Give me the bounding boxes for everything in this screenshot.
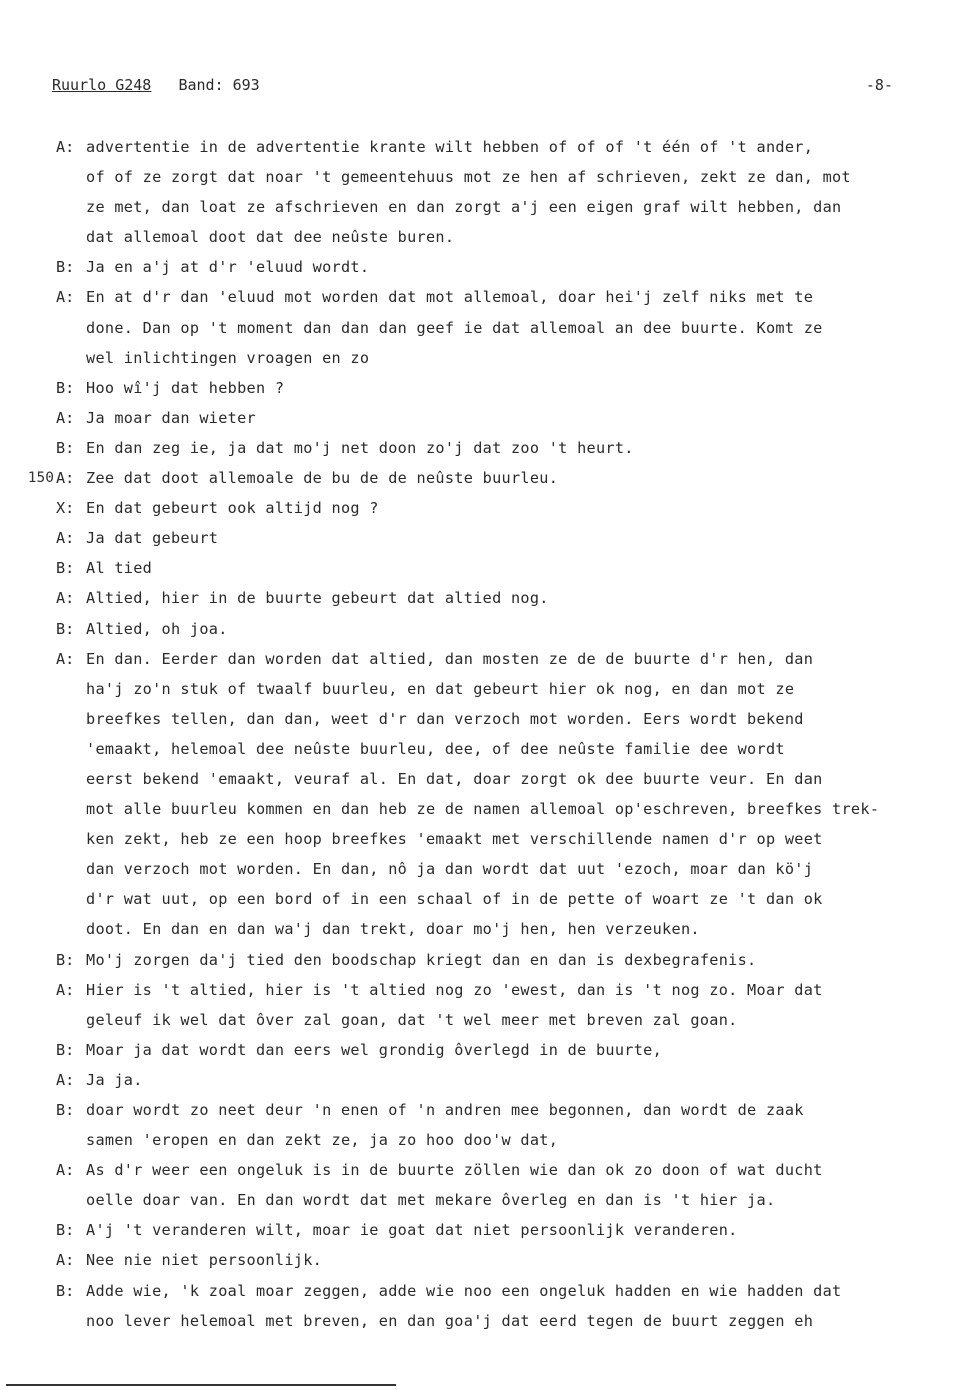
speaker-label: A: — [56, 529, 75, 548]
dialogue-turn — [0, 975, 973, 1035]
speaker-label: A: — [56, 469, 75, 488]
dialogue-turn — [0, 403, 973, 433]
transcript-line: d'r wat uut, op een bord of in een schaal of in de pette of woart ze 't dan ok — [86, 890, 823, 909]
transcript-body — [0, 132, 973, 1336]
transcript-line: dan verzoch mot worden. En dan, nô ja dan wordt dat uut 'ezoch, moar dan kö'j — [86, 860, 814, 879]
dialogue-turn — [0, 433, 973, 463]
speaker-label: A: — [56, 1070, 75, 1089]
header-left — [52, 76, 260, 94]
transcript-line: Hier is 't altied, hier is 't altied nog zo 'ewest, dan is 't nog zo. Moar dat — [86, 980, 823, 999]
speaker-label: A: — [56, 589, 75, 608]
transcript-line: ze met, dan loat ze afschrieven en dan zorgt a'j een eigen graf wilt hebben, dan — [86, 198, 842, 217]
transcript-line: Ja moar dan wieter — [86, 408, 256, 427]
transcript-line: mot alle buurleu kommen en dan heb ze de namen allemoal op'eschreven, breefkes trek- — [86, 800, 880, 819]
speaker-label: A: — [56, 649, 75, 668]
transcript-line: Zee dat doot allemoale de bu de de neûste buurleu. — [86, 469, 559, 488]
transcript-line: doar wordt zo neet deur 'n enen of 'n andren mee begonnen, dan wordt de zaak — [86, 1101, 804, 1119]
transcript-line: ha'j zo'n stuk of twaalf buurleu, en dat gebeurt hier ok nog, en dan mot ze — [86, 679, 795, 698]
band-number: Band: 693 — [178, 76, 260, 94]
location-code: Ruurlo G248 — [52, 76, 152, 94]
transcript-line: Moar ja dat wordt dan eers wel grondig ôverlegd in de buurte, — [86, 1040, 663, 1059]
transcript-line: Ja dat gebeurt — [86, 529, 219, 548]
speaker-label: B: — [56, 1281, 75, 1300]
line-marker: 150 — [27, 470, 54, 487]
dialogue-turn — [0, 493, 973, 523]
transcript-line: Nee nie niet persoonlijk. — [86, 1251, 323, 1270]
speaker-label: A: — [56, 288, 75, 307]
transcript-line: oelle doar van. En dan wordt dat met mekare ôverleg en dan is 't hier ja. — [86, 1191, 776, 1210]
footer-rule — [6, 1384, 396, 1386]
transcript-line: En dan. Eerder dan worden dat altied, dan mosten ze de de buurte d'r hen, dan — [86, 649, 814, 668]
speaker-label: B: — [56, 438, 75, 457]
transcript-line: breefkes tellen, dan dan, weet d'r dan verzoch mot worden. Eers wordt bekend — [86, 709, 804, 728]
speaker-label: B: — [56, 378, 75, 397]
transcript-line: Hoo wî'j dat hebben ? — [86, 378, 285, 397]
speaker-label: B: — [56, 559, 75, 578]
dialogue-turn — [0, 614, 973, 644]
transcript-line: of of ze zorgt dat noar 't gemeentehuus mot ze hen af schrieven, zekt ze dan, mot — [86, 168, 851, 187]
speaker-label: B: — [56, 1101, 75, 1119]
transcript-line: En dan zeg ie, ja dat mo'j net doon zo'j dat zoo 't heurt. — [86, 438, 634, 457]
dialogue-turn — [0, 282, 973, 372]
dialogue-turn — [0, 945, 973, 975]
speaker-label: A: — [56, 138, 75, 156]
transcript-line: En dat gebeurt ook altijd nog ? — [86, 499, 379, 518]
transcript-line: eerst bekend 'emaakt, veuraf al. En dat, doar zorgt ok dee buurte veur. En dan — [86, 769, 823, 788]
speaker-label: A: — [56, 1251, 75, 1270]
dialogue-turn — [0, 1065, 973, 1095]
transcript-line: wel inlichtingen vroagen en zo — [86, 348, 370, 367]
dialogue-turn — [0, 1245, 973, 1275]
dialogue-turn — [0, 463, 973, 493]
transcript-line: Ja ja. — [86, 1070, 143, 1089]
transcript-line: Altied, oh joa. — [86, 619, 228, 638]
transcript-line: done. Dan op 't moment dan dan dan geef ie dat allemoal an dee buurte. Komt ze — [86, 318, 823, 337]
speaker-label: B: — [56, 1221, 75, 1240]
transcript-line: Al tied — [86, 559, 153, 578]
spacer — [160, 76, 169, 94]
dialogue-turn — [0, 1095, 973, 1155]
speaker-label: B: — [56, 1040, 75, 1059]
dialogue-turn — [0, 373, 973, 403]
page-number: -8- — [865, 76, 893, 94]
transcript-line: noo lever helemoal met breven, en dan goa'j dat eerd tegen de buurt zeggen eh — [86, 1311, 814, 1330]
transcript-line: samen 'eropen en dan zekt ze, ja zo hoo doo'w dat, — [86, 1131, 559, 1150]
transcript-line: En at d'r dan 'eluud mot worden dat mot allemoal, doar hei'j zelf niks met te — [86, 288, 814, 307]
transcript-line: ken zekt, heb ze een hoop breefkes 'emaakt met verschillende namen d'r op weet — [86, 830, 823, 849]
dialogue-turn — [0, 1215, 973, 1245]
dialogue-turn — [0, 1276, 973, 1336]
dialogue-turn — [0, 553, 973, 583]
dialogue-turn — [0, 523, 973, 553]
speaker-label: B: — [56, 950, 75, 969]
dialogue-turn — [0, 583, 973, 613]
page-header — [52, 76, 893, 100]
transcript-line: dat allemoal doot dat dee neûste buren. — [86, 228, 455, 247]
transcript-line: advertentie in de advertentie krante wilt hebben of of of 't één of 't ander, — [86, 138, 814, 156]
dialogue-turn — [0, 644, 973, 945]
transcript-line: Mo'j zorgen da'j tied den boodschap kriegt dan en dan is dexbegrafenis. — [86, 950, 757, 969]
dialogue-turn — [0, 132, 973, 252]
dialogue-turn — [0, 252, 973, 282]
speaker-label: A: — [56, 1161, 75, 1180]
transcript-line: Adde wie, 'k zoal moar zeggen, adde wie noo een ongeluk hadden en wie hadden dat — [86, 1281, 842, 1300]
speaker-label: B: — [56, 258, 75, 277]
transcript-line: geleuf ik wel dat ôver zal goan, dat 't wel meer met breven zal goan. — [86, 1010, 738, 1029]
transcript-line: 'emaakt, helemoal dee neûste buurleu, dee, of dee neûste familie dee wordt — [86, 739, 785, 758]
transcript-line: doot. En dan en dan wa'j dan trekt, doar mo'j hen, hen verzeuken. — [86, 920, 700, 939]
transcript-line: Ja en a'j at d'r 'eluud wordt. — [86, 258, 370, 277]
speaker-label: A: — [56, 980, 75, 999]
dialogue-turn — [0, 1155, 973, 1215]
speaker-label: A: — [56, 408, 75, 427]
transcript-line: Altied, hier in de buurte gebeurt dat altied nog. — [86, 589, 549, 608]
transcript-line: As d'r weer een ongeluk is in de buurte zöllen wie dan ok zo doon of wat ducht — [86, 1161, 823, 1180]
speaker-label: X: — [56, 499, 75, 518]
dialogue-turn — [0, 1035, 973, 1065]
speaker-label: B: — [56, 619, 75, 638]
transcript-line: A'j 't veranderen wilt, moar ie goat dat niet persoonlijk veranderen. — [86, 1221, 738, 1240]
